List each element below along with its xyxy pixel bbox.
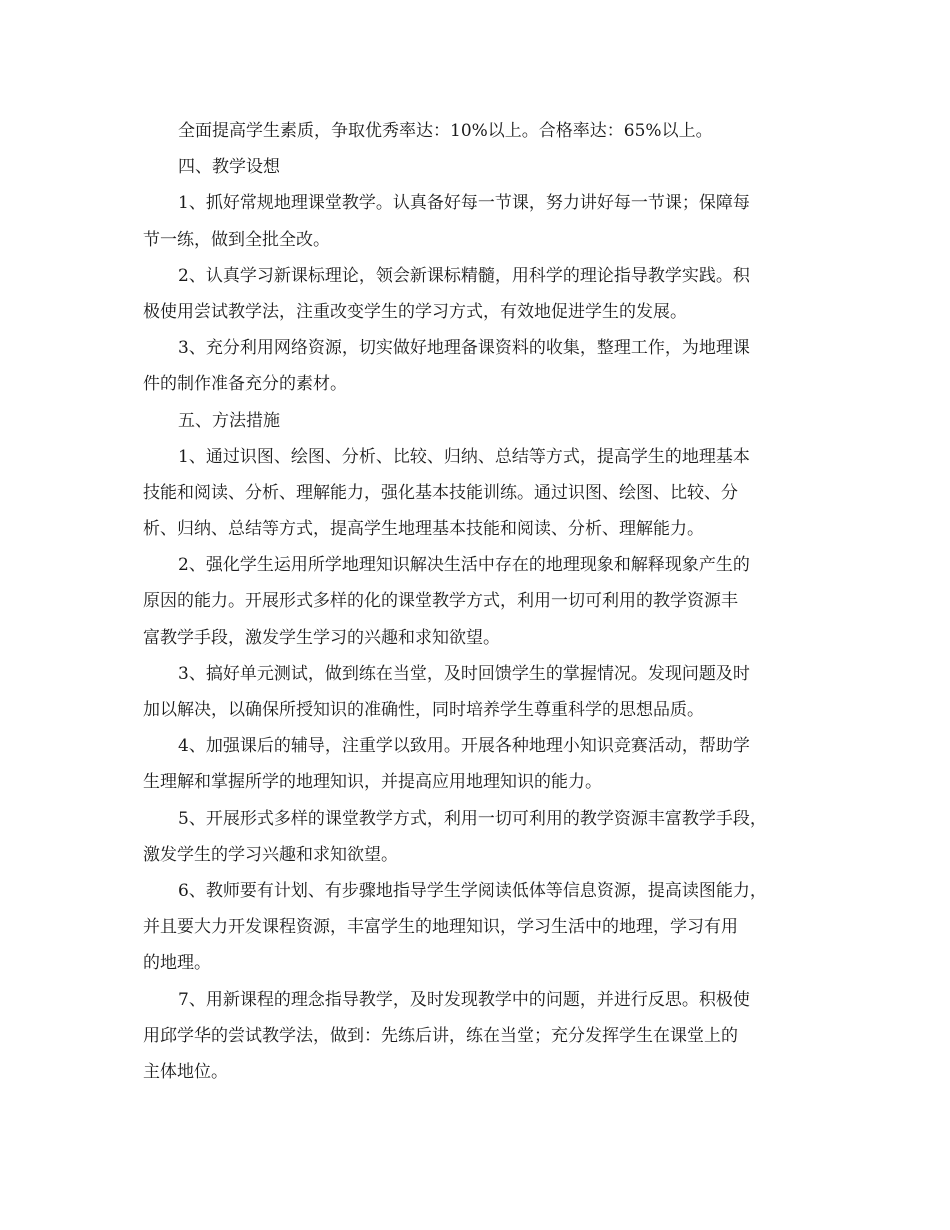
section-heading: 四、教学设想 [178, 157, 280, 178]
text-line: 用邱学华的尝试教学法，做到：先练后讲，练在当堂；充分发挥学生在课堂上的 [143, 1025, 738, 1046]
text-line: 激发学生的学习兴趣和求知欲望。 [143, 844, 398, 865]
text-line: 3、充分利用网络资源，切实做好地理备课资料的收集，整理工作，为地理课 [178, 338, 750, 359]
text-line: 1、通过识图、绘图、分析、比较、归纳、总结等方式，提高学生的地理基本 [178, 446, 750, 467]
document-body [143, 113, 813, 1090]
text-line: 2、认真学习新课标理论，领会新课标精髓，用科学的理论指导教学实践。积 [178, 265, 750, 286]
text-line: 析、归纳、总结等方式，提高学生地理基本技能和阅读、分析、理解能力。 [143, 519, 704, 540]
text-line: 全面提高学生素质，争取优秀率达：10%以上。合格率达：65%以上。 [178, 121, 713, 141]
text-line: 技能和阅读、分析、理解能力，强化基本技能训练。通过识图、绘图、比较、分 [143, 482, 738, 503]
text-line: 2、强化学生运用所学地理知识解决生活中存在的地理现象和解释现象产生的 [178, 555, 750, 576]
text-line: 富教学手段，激发学生学习的兴趣和求知欲望。 [143, 627, 500, 648]
text-line: 6、教师要有计划、有步骤地指导学生学阅读低体等信息资源，提高读图能力， [178, 880, 767, 901]
text-line: 原因的能力。开展形式多样的化的课堂教学方式，利用一切可利用的教学资源丰 [143, 591, 738, 612]
text-line: 的地理。 [143, 953, 211, 974]
text-line: 4、加强课后的辅导，注重学以致用。开展各种地理小知识竞赛活动，帮助学 [178, 736, 750, 757]
text-line: 件的制作准备充分的素材。 [143, 374, 347, 395]
text-line: 并且要大力开发课程资源，丰富学生的地理知识，学习生活中的地理，学习有用 [143, 917, 738, 938]
text-line: 5、开展形式多样的课堂教学方式，利用一切可利用的教学资源丰富教学手段， [178, 808, 767, 829]
text-line: 1、抓好常规地理课堂教学。认真备好每一节课，努力讲好每一节课；保障每 [178, 193, 750, 214]
text-line: 7、用新课程的理念指导教学，及时发现教学中的问题，并进行反思。积极使 [178, 989, 750, 1010]
text-line: 主体地位。 [143, 1061, 228, 1082]
text-line: 加以解决，以确保所授知识的准确性，同时培养学生尊重科学的思想品质。 [143, 700, 704, 720]
section-heading: 五、方法措施 [178, 410, 280, 431]
text-line: 极使用尝试教学法，注重改变学生的学习方式，有效地促进学生的发展。 [143, 301, 687, 322]
text-line: 节一练，做到全批全改。 [143, 229, 330, 250]
text-line: 3、搞好单元测试，做到练在当堂，及时回馈学生的掌握情况。发现问题及时 [178, 663, 750, 684]
text-line: 生理解和掌握所学的地理知识，并提高应用地理知识的能力。 [143, 772, 602, 793]
